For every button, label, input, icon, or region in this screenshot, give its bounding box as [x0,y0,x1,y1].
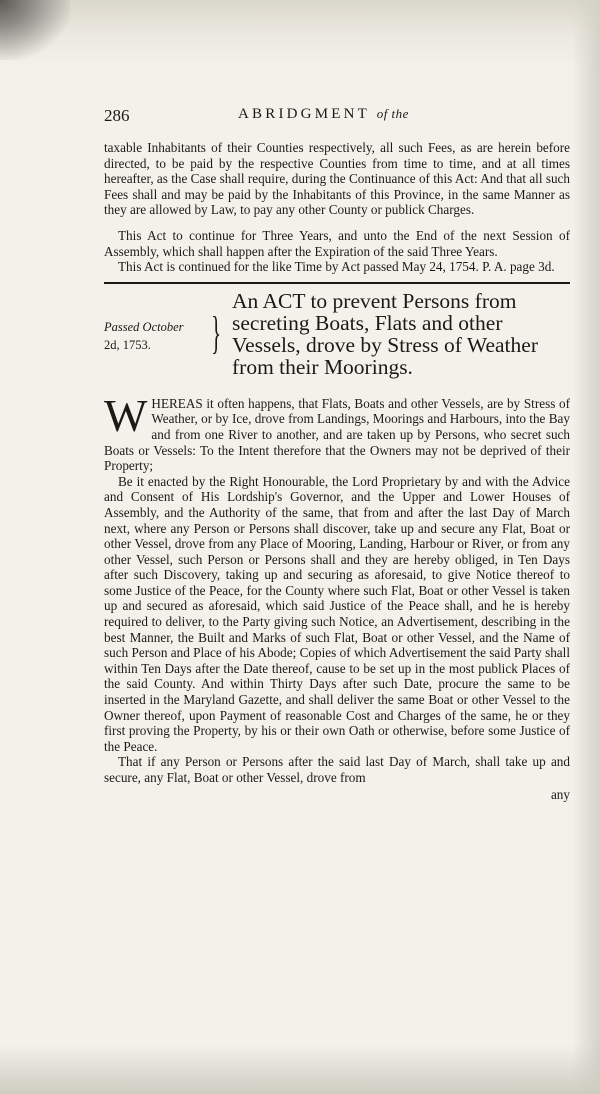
preamble-paragraph [104,389,570,474]
book-page [104,104,570,802]
running-title [238,106,409,123]
catchword: any [550,786,570,802]
scan-edge-shadow [0,0,70,60]
brace-mark: } [211,306,222,358]
passed-date-note [104,318,204,354]
running-title-suffix: of the [376,106,409,121]
enacting-paragraph: Be it enacted by the Right Honourable, the Lord Proprietary by and with the Advice and Consent of His Lordship's Governor, and the Upper and Lower Houses of Assembly, and the Authority of the same, that from and after the last Day of March next, where any Person or Persons shall discover, take up and secure any Flat, Boat or other Vessel, drove from any Place of Mooring, Landing, Harbour or River, or from any other Vessel, such Person or Persons shall and they are hereby obliged, in Ten Days after such Discovery, taking up and securing as aforesaid, to give Notice thereof to some Justice of the Peace, for the County where such Flat, Boat or other Vessel is taken up and secured as aforesaid, which said Justice of the Peace shall, and he is hereby required to deliver, to the Party giving such Notice, an Advertisement, describing in the best Manner, the Built and Marks of such Flat, Boat or other Vessel, and the Name of such Person and Place of his Abode; Copies of which Advertisement the said Party shall within Ten Days after the Date thereof, cause to be set up in the most publick Places of the said County. And within Thirty Days after such Date, procure the same to be inserted in the Maryland Gazette, and shall deliver the same Boat or other Vessel to the Owner thereof, upon Payment of reasonable Cost and Charges of the same, he or they first proving the Property, by his or their own Oath or otherwise, before some Justice of the Peace. [104,473,570,754]
scan-edge-right [572,0,600,1094]
duration-note: This Act to continue for Three Years, and unto the End of the next Session of Assembly, which shall happen after the Expiration of the said Three Years. [104,227,570,259]
scan-edge-bottom [0,1044,600,1094]
that-clause-paragraph: That if any Person or Persons after the said last Day of March, shall take up and secure, any Flat, Boat or other Vessel, drove from [104,754,570,785]
running-head [104,104,570,128]
act-title: An ACT to prevent Persons from secreting Boats, Flats and other Vessels, drove by Stress of Weather from their Moorings. [232,288,538,379]
running-title-main: ABRIDGMENT [238,106,370,122]
passed-date: 2d, 1753. [104,337,151,352]
page-number: 286 [104,106,130,125]
act-heading [104,290,570,390]
continuation-paragraph: taxable Inhabitants of their Counties respectively, all such Fees, as are herein before directed, to be paid by the respective Counties from time to time, and at all times hereafter, as the Case shall require, during the Continuance of this Act: And that all such Fees shall and may be paid by the Inhabitants of this Province, in the same Manner as they are allowed by Law, to pay any other County or publick Charges. [104,140,570,218]
drop-cap: W [104,389,148,441]
scan-edge-top [0,0,600,70]
section-rule [104,282,570,284]
passed-label: Passed October [104,319,184,334]
preamble-text: HEREAS it often happens, that Flats, Boats and other Vessels, are by Stress of Weather, or by Ice, drove from Landings, Moorings and Harbours, into the Bay and from one River to another, and are taken up by Persons, who secret such Boats or Vessels: To the Intent therefore that the Owners may not be deprived of their Property; [104,395,570,474]
continued-note: This Act is continued for the like Time by Act passed May 24, 1754. P. A. page 3d. [118,259,555,275]
